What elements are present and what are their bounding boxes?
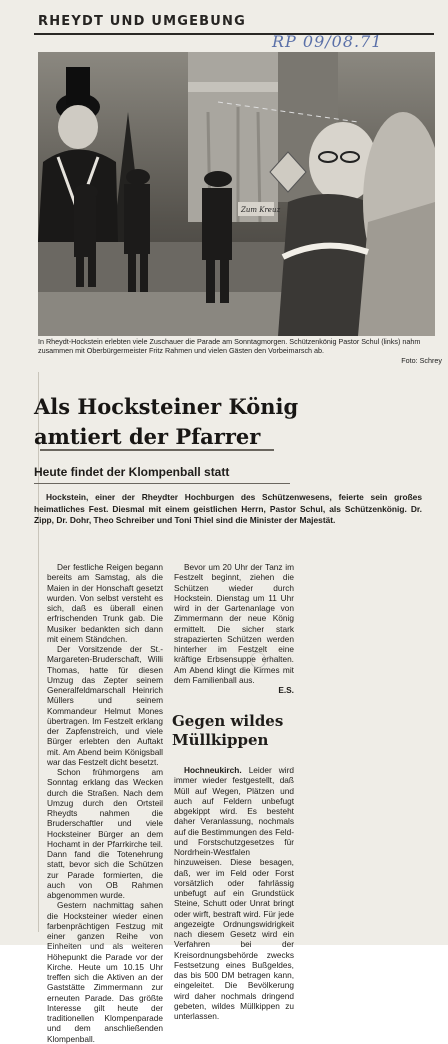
paragraph: Der Vorsitzende der St.-Margareten-Bruderschaft, Willi Thomas, hatte für diesen Umzug das Zepter seinem Generalfeldmarschall Heinrich Müllers und seinem Kommandeur Helmut Mones übertragen. Im Festzelt erklang der Zapfenstreich, und viele Bürger erlebten den Auftakt mit. Am Abend beim Königsball war das Festzelt dicht besetzt. bbox=[47, 644, 163, 767]
section-header: RHEYDT UND UMGEBUNG bbox=[38, 14, 246, 29]
headline bbox=[34, 392, 334, 452]
parade-photo bbox=[38, 52, 435, 336]
article-column-1 bbox=[47, 562, 163, 1044]
caption-text: In Rheydt-Hockstein erlebten viele Zuschauer die Parade am Sonntagmorgen. Schützenkönig Pastor Schul (links) nahm zusammen mit Oberbürgermeister Fritz Rahmen und vielen Gästen den Vorbeimarsch ab. bbox=[38, 337, 421, 356]
subheadline: Heute findet der Klompenball statt bbox=[34, 465, 230, 479]
clipping-edge bbox=[38, 372, 45, 932]
headline-line-1: Als Hocksteiner König bbox=[34, 394, 299, 419]
second-article-text: Leider wird immer wieder festgestellt, daß Müll auf Wegen, Plätzen und auch auf Feldern unbefugt abgekippt wird. Es besteht daher Veranlassung, nochmals auf die Bestimmungen des Feld- und Forstschutzgesetzes für Nordrhein-Westfalen hinzuweisen. Diese besagen, daß, wer im Feld oder Forst vorsätzlich oder fahrlässig unbefugt auf ein Grundstück Steine, Schutt oder Unrat bringt oder wirft, bestraft wird. Für jede angezeigte Ordnungswidrigkeit nach diesem Gesetz wird ein Verfahren bei der Kreisordnungsbehörde zwecks Festsetzung eines Bußgeldes, das bis 500 DM betragen kann, eingeleitet. Die Bevölkerung wird daher nochmals dringend gebeten, wildes Müllkippen zu unterlassen. bbox=[174, 765, 294, 1021]
svg-text:Zum Kreuz: Zum Kreuz bbox=[241, 206, 281, 214]
paragraph: Schon frühmorgens am Sonntag erklang das Wecken durch die Straßen. Nach dem Umzug durch den Ortsteil Rheydts nahmen die Bruderschaftler und viele Hocksteiner Bürger an dem Hochamt in der Pfarrkirche teil. Dann fand die Totenehrung statt, bevor sich die Schützen zur Parade formierten, die auch von OB Rahmen abgenommen wurde. bbox=[47, 767, 163, 900]
headline-line-2: amtiert der Pfarrer bbox=[34, 424, 261, 449]
subheadline-rule bbox=[34, 483, 290, 484]
photo-credit: Foto: Schrey bbox=[401, 355, 442, 365]
photo-caption bbox=[38, 337, 442, 365]
lead-paragraph: Hockstein, einer der Rheydter Hochburgen des Schützenwesens, feierte sein großes heimatliches Fest. Diesmal mit einem geistlichen Herrn, Pastor Schul, als Schützenkönig. Dr. Zipp, Dr. Dohr, Theo Schreiber und Toni Thiel sind die Minister der Majestät. bbox=[34, 492, 422, 525]
paragraph: Gestern nachmittag sahen die Hocksteiner wieder einen farbenprächtigen Festzug mit einer ganzen Reihe von Einheiten und als weiteren Höhepunkt die Parade vor der Kirche. Heute um 10.15 Uhr treffen sich die Aktiven an der Gaststätte Zimmermann zur erneuten Parade. Das größte Interesse gilt heute der traditionellen Klompenparade und dem anschließenden Klompenball. bbox=[47, 900, 163, 1044]
paragraph: Der festliche Reigen begann bereits am Samstag, als die Maien in der Honschaft gesetzt wurden. Von selbst versteht es sich, daß es überall einen erfrischenden Trunk gab. Die Musiker bedankten sich dann mit einem Ständchen. bbox=[47, 562, 163, 644]
dateline: Hochneukirch. bbox=[184, 765, 242, 775]
pen-mark bbox=[250, 652, 266, 668]
author-initials: E.S. bbox=[278, 685, 294, 695]
handwritten-date-note: RP 09/08.71 bbox=[272, 32, 383, 51]
second-headline: Gegen wildes Müllkippen bbox=[172, 712, 284, 749]
second-article-body bbox=[174, 765, 294, 1021]
article-column-2 bbox=[174, 562, 294, 695]
headline-underline bbox=[40, 449, 274, 451]
parade-photo-icon bbox=[38, 52, 435, 336]
paragraph: Bevor um 20 Uhr der Tanz im Festzelt beginnt, ziehen die Schützen wieder durch Hockstein. Dienstag um 11 Uhr wird in der Gartenanlage von Zimmermann der neue König ermittelt. Die sicher stark strapazierten Schützen werden hinterher im Festzelt eine kräftige Erbsensuppe erhalten. Am Abend klingt die Kirmes mit dem Familienball aus. bbox=[174, 562, 294, 685]
